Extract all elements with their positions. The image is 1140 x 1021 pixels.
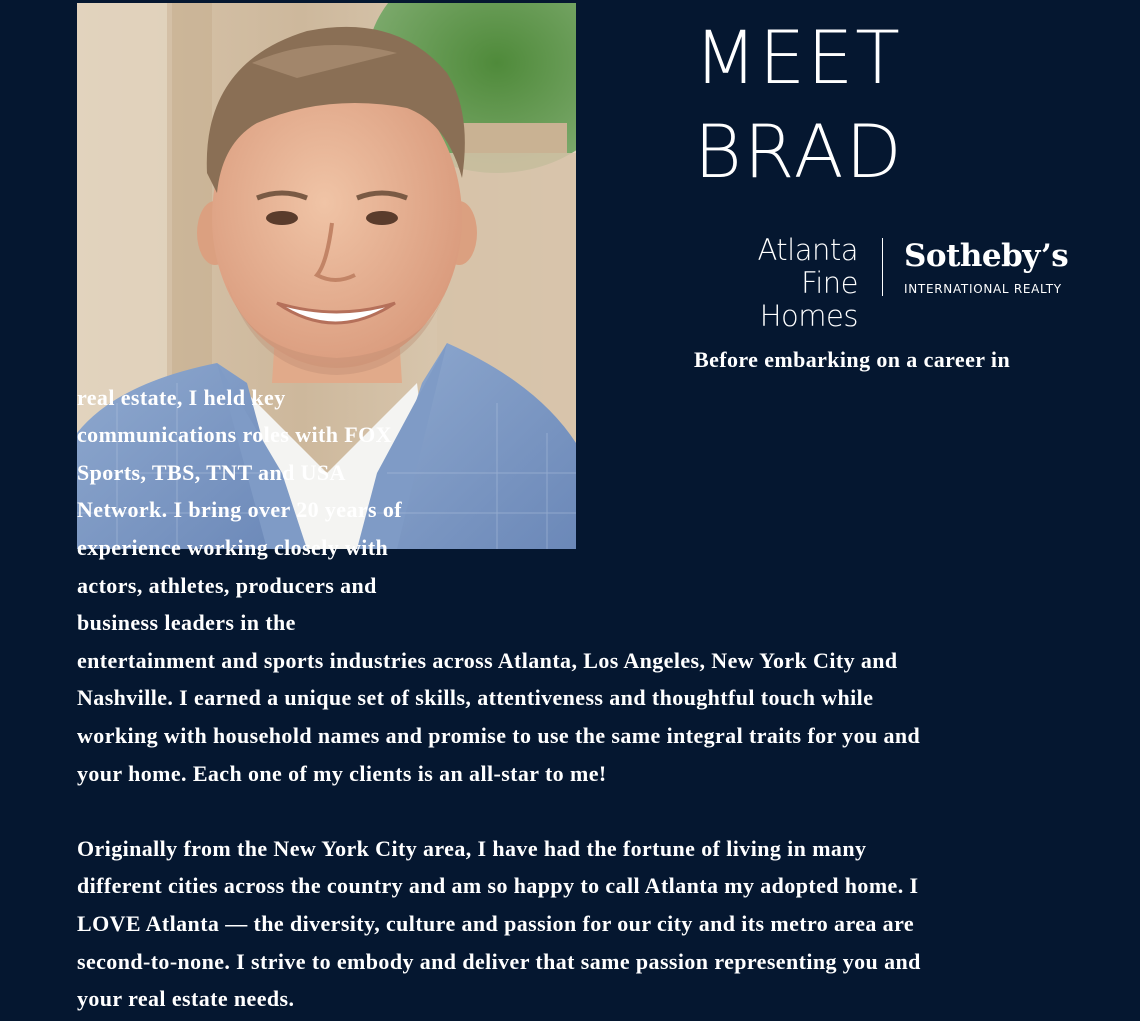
logo-divider bbox=[882, 238, 883, 296]
brokerage-logo bbox=[694, 233, 1094, 333]
page-title bbox=[694, 12, 904, 200]
logo-line-2: Homes bbox=[759, 299, 858, 333]
bio-line: actors, athletes, producers and bbox=[77, 572, 377, 598]
bio-line: experience working closely with bbox=[77, 534, 389, 560]
bio-paragraph-1 bbox=[77, 341, 1077, 642]
logo-brand: Sotheby’s bbox=[904, 238, 1069, 274]
logo-wordmark-left bbox=[694, 234, 858, 333]
logo-tagline: INTERNATIONAL REALTY bbox=[904, 282, 1062, 296]
bio-line: your home. Each one of my clients is an all-star to me! bbox=[77, 760, 607, 786]
bio-text bbox=[77, 341, 1077, 1018]
logo-line-1: Atlanta Fine bbox=[757, 233, 858, 300]
bio-line: Nashville. I earned a unique set of skills, attentiveness and thoughtful touch while bbox=[77, 685, 874, 711]
bio-line: business leaders in the bbox=[77, 610, 296, 636]
paragraph-gap bbox=[77, 792, 1077, 830]
bio-line: working with household names and promise to use the same integral traits for you and bbox=[77, 722, 921, 748]
bio-line: Before embarking on a career in bbox=[694, 347, 1011, 372]
bio-line: Network. I bring over 20 years of bbox=[77, 497, 403, 523]
bio-line: Originally from the New York City area, I have had the fortune of living in many bbox=[77, 835, 867, 861]
bio-line: LOVE Atlanta — the diversity, culture and passion for our city and its metro area are bbox=[77, 910, 915, 936]
bio-line: second-to-none. I strive to embody and deliver that same passion representing you and bbox=[77, 948, 921, 974]
bio-line: entertainment and sports industries across Atlanta, Los Angeles, New York City and bbox=[77, 647, 898, 673]
bio-paragraph-2 bbox=[77, 830, 1077, 1018]
page-title-line-1: MEET bbox=[694, 16, 902, 101]
bio-paragraph-1-continued bbox=[77, 642, 1077, 792]
bio-line: real estate, I held key bbox=[77, 384, 286, 410]
bio-line: Sports, TBS, TNT and USA bbox=[77, 459, 346, 485]
bio-line: different cities across the country and am so happy to call Atlanta my adopted home. I bbox=[77, 873, 919, 899]
bio-line: communications roles with FOX bbox=[77, 422, 392, 448]
page-title-line-2: BRAD bbox=[694, 110, 904, 195]
bio-line: your real estate needs. bbox=[77, 986, 295, 1012]
